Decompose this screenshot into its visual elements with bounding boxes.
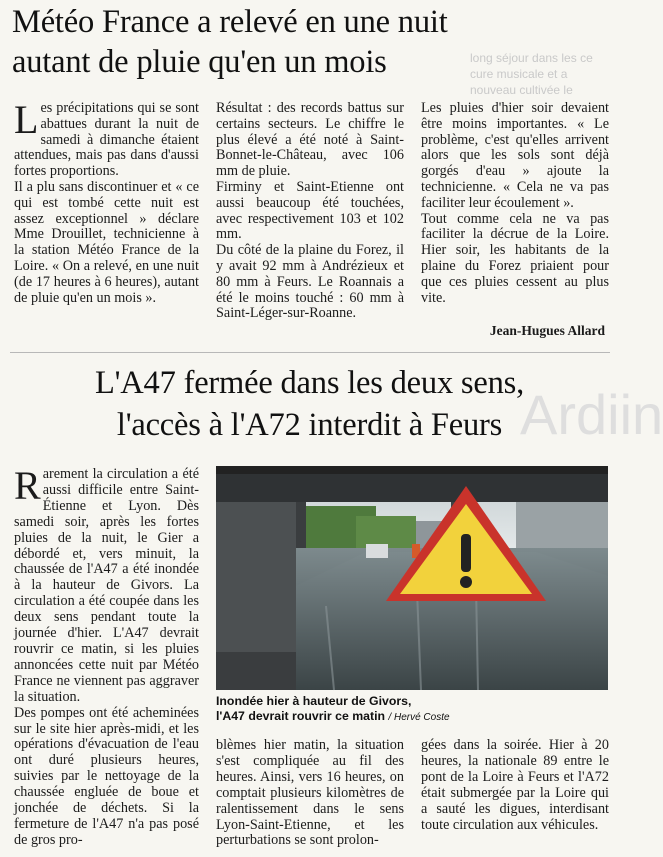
flooded-highway-image (216, 466, 608, 690)
article2-headline-line2: l'accès à l'A72 interdit à Feurs (116, 407, 503, 443)
paragraph: Il a plu sans discontinuer et « ce qui est tombé cette nuit est assez exceptionnel » déclare Mme Drouillet, technicienne à la station Météo France de la Loire. « On a relevé, en une nuit (de 17 heures à 6 heures), autant de pluie qu'en un mois ». (14, 178, 199, 306)
paragraph: blèmes hier matin, la situation s'est compliquée au fil des heures. Ainsi, vers 16 heures, on comptait plusieurs kilomètres de ralentissement dans le sens Lyon-Saint-Etienne, et les perturbations se sont prolon- (216, 737, 404, 849)
article2-headline-line1: L'A47 fermée dans les deux sens, (94, 365, 525, 401)
article1-column-3 (421, 101, 609, 306)
paragraph: gées dans la soirée. Hier à 20 heures, la nationale 89 entre le pont de la Loire à Feurs et l'A72 était submergée par la Loire qui a sauté les digues, interdisant toute circulation aux véhicules. (421, 737, 609, 833)
article2-headline (0, 362, 619, 446)
article1-column-2 (216, 101, 404, 322)
author-byline: Jean-Hugues Allard (489, 323, 605, 338)
caption-line2: l'A47 devrait rouvrir ce matin (216, 709, 385, 723)
article2-column-2 (216, 738, 404, 849)
article1-column-1 (14, 97, 199, 306)
photo-credit: / Hervé Coste (388, 712, 450, 723)
paragraph: Les pluies d'hier soir devaient être moins importantes. « Le problème, c'est qu'elles arrivent alors que les sols sont déjà gorgés d'eau » ajoute la technicienne. « Cela ne va pas faciliter leur écoulement ». (421, 100, 609, 211)
article2-column-3 (421, 738, 609, 833)
paragraph: Firminy et Saint-Etienne ont aussi beaucoup été touchées, avec respectivement 103 et 102 mm. (216, 178, 404, 243)
photo-caption (216, 694, 616, 725)
article-separator (10, 352, 610, 353)
article1-headline-line2: autant de pluie qu'en un mois (12, 44, 387, 80)
dropcap: R (14, 463, 41, 508)
paragraph: Des pompes ont été acheminées sur le site hier après-midi, et les opérations d'évacuation de l'eau ont duré plusieurs heures, suivies par le nettoyage de la chaussée engluée de boue et jonchée de déchets. Si la fermeture de l'A47 n'a pas posé de gros pro- (14, 704, 199, 848)
paragraph: Tout comme cela ne va pas faciliter la décrue de la Loire. Hier soir, les habitants de la plaine du Forez priaient pour que ces pluies cessent au plus vite. (421, 210, 609, 306)
bleed-through-mid: Ardiin (520, 383, 663, 446)
paragraph: Du côté de la plaine du Forez, il y avait 92 mm à Andrézieux et 80 mm à Feurs. Le Roannais a été le moins touché : 60 mm à Saint-Léger-sur-Roanne. (216, 242, 404, 322)
dropcap: L (14, 97, 39, 142)
caption-line1: Inondée hier à hauteur de Givors, (216, 694, 412, 708)
bleed-through-top: long séjour dans les ce cure musicale et a nouveau cultivée le (470, 51, 593, 97)
paragraph: arement la circulation a été aussi difficile entre Saint-Étienne et Lyon. Dès samedi soir, après les fortes pluies de la nuit, le Gier a débordé et, vers minuit, la chaussée de l'A47 a été inondée à la hauteur de Givors. La circulation a été coupée dans les deux sens pendant toute la journée d'hier. L'A47 devrait rouvrir ce matin, si les pluies annoncées cette nuit par Météo France ne viennent pas aggraver la situation. (14, 466, 199, 705)
flood-photo (216, 466, 608, 690)
paragraph: es précipitations qui se sont abattues durant la nuit de samedi à dimanche étaient attendues, mais pas dans d'aussi fortes proportions. (14, 100, 199, 180)
article2-column-1 (14, 463, 199, 849)
article1-headline-line1: Météo France a relevé en une nuit (12, 4, 448, 40)
article1-headline (12, 2, 612, 82)
paragraph: Résultat : des records battus sur certains secteurs. Le chiffre le plus élevé a été noté à Saint-Bonnet-le-Château, avec 106 mm de pluie. (216, 100, 404, 180)
